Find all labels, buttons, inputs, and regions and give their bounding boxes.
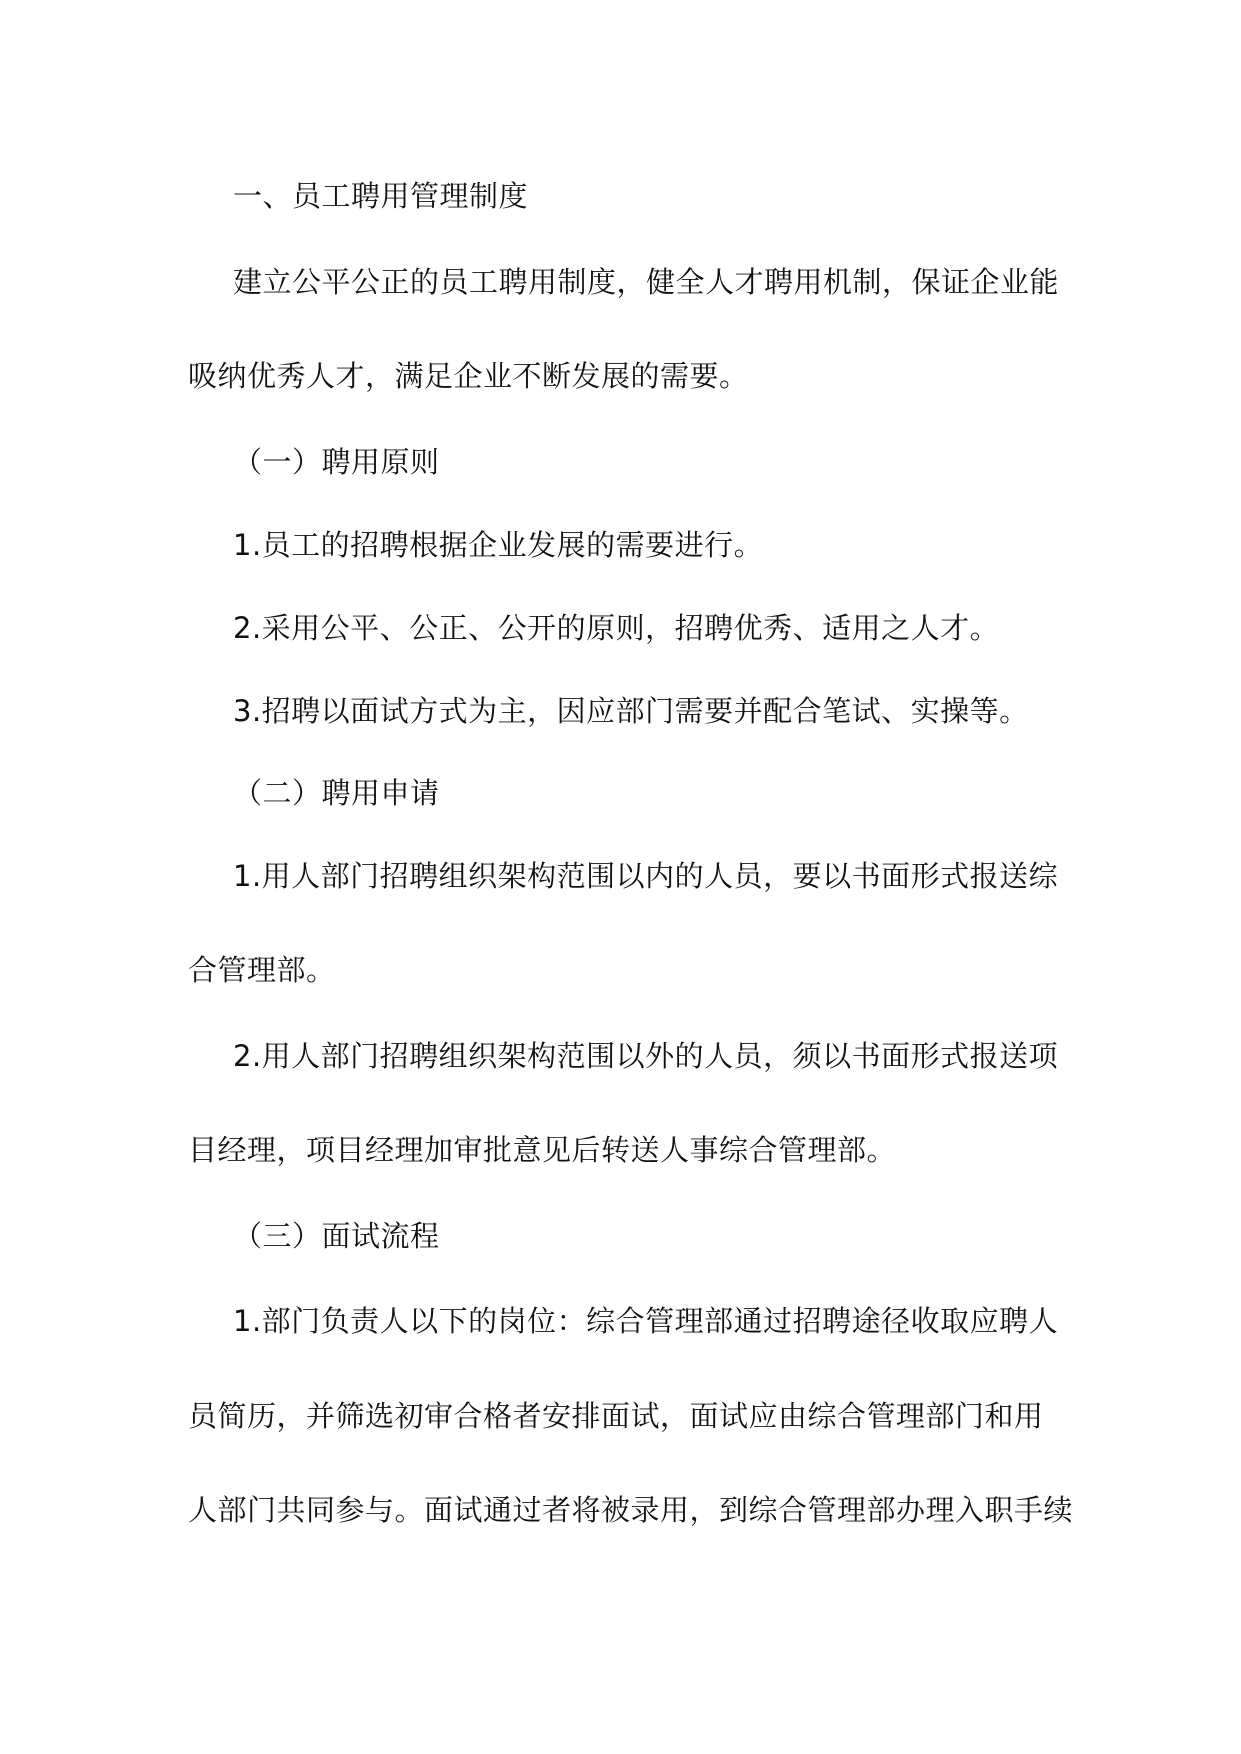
list-item: 1.员工的招聘根据企业发展的需要进行。 <box>233 528 764 562</box>
list-item-continuation: 人部门共同参与。面试通过者将被录用，到综合管理部办理入职手续 <box>188 1493 1074 1527</box>
list-item-continuation: 合管理部。 <box>188 953 336 987</box>
subsection-heading: （三）面试流程 <box>233 1219 440 1253</box>
list-item: 1.部门负责人以下的岗位：综合管理部通过招聘途径收取应聘人 <box>233 1304 1059 1338</box>
subsection-heading: （一）聘用原则 <box>233 445 440 479</box>
list-item: 1.用人部门招聘组织架构范围以内的人员，要以书面形式报送综 <box>233 859 1059 893</box>
list-item: 2.用人部门招聘组织架构范围以外的人员，须以书面形式报送项 <box>233 1039 1059 1073</box>
paragraph-line: 吸纳优秀人才，满足企业不断发展的需要。 <box>188 359 749 393</box>
list-item: 2.采用公平、公正、公开的原则，招聘优秀、适用之人才。 <box>233 611 1000 645</box>
list-item-continuation: 目经理，项目经理加审批意见后转送人事综合管理部。 <box>188 1133 897 1167</box>
list-item-continuation: 员简历，并筛选初审合格者安排面试，面试应由综合管理部门和用 <box>188 1399 1044 1433</box>
subsection-heading: （二）聘用申请 <box>233 776 440 810</box>
list-item: 3.招聘以面试方式为主，因应部门需要并配合笔试、实操等。 <box>233 694 1029 728</box>
paragraph-line: 建立公平公正的员工聘用制度，健全人才聘用机制，保证企业能 <box>233 265 1060 299</box>
section-heading: 一、员工聘用管理制度 <box>233 179 529 213</box>
